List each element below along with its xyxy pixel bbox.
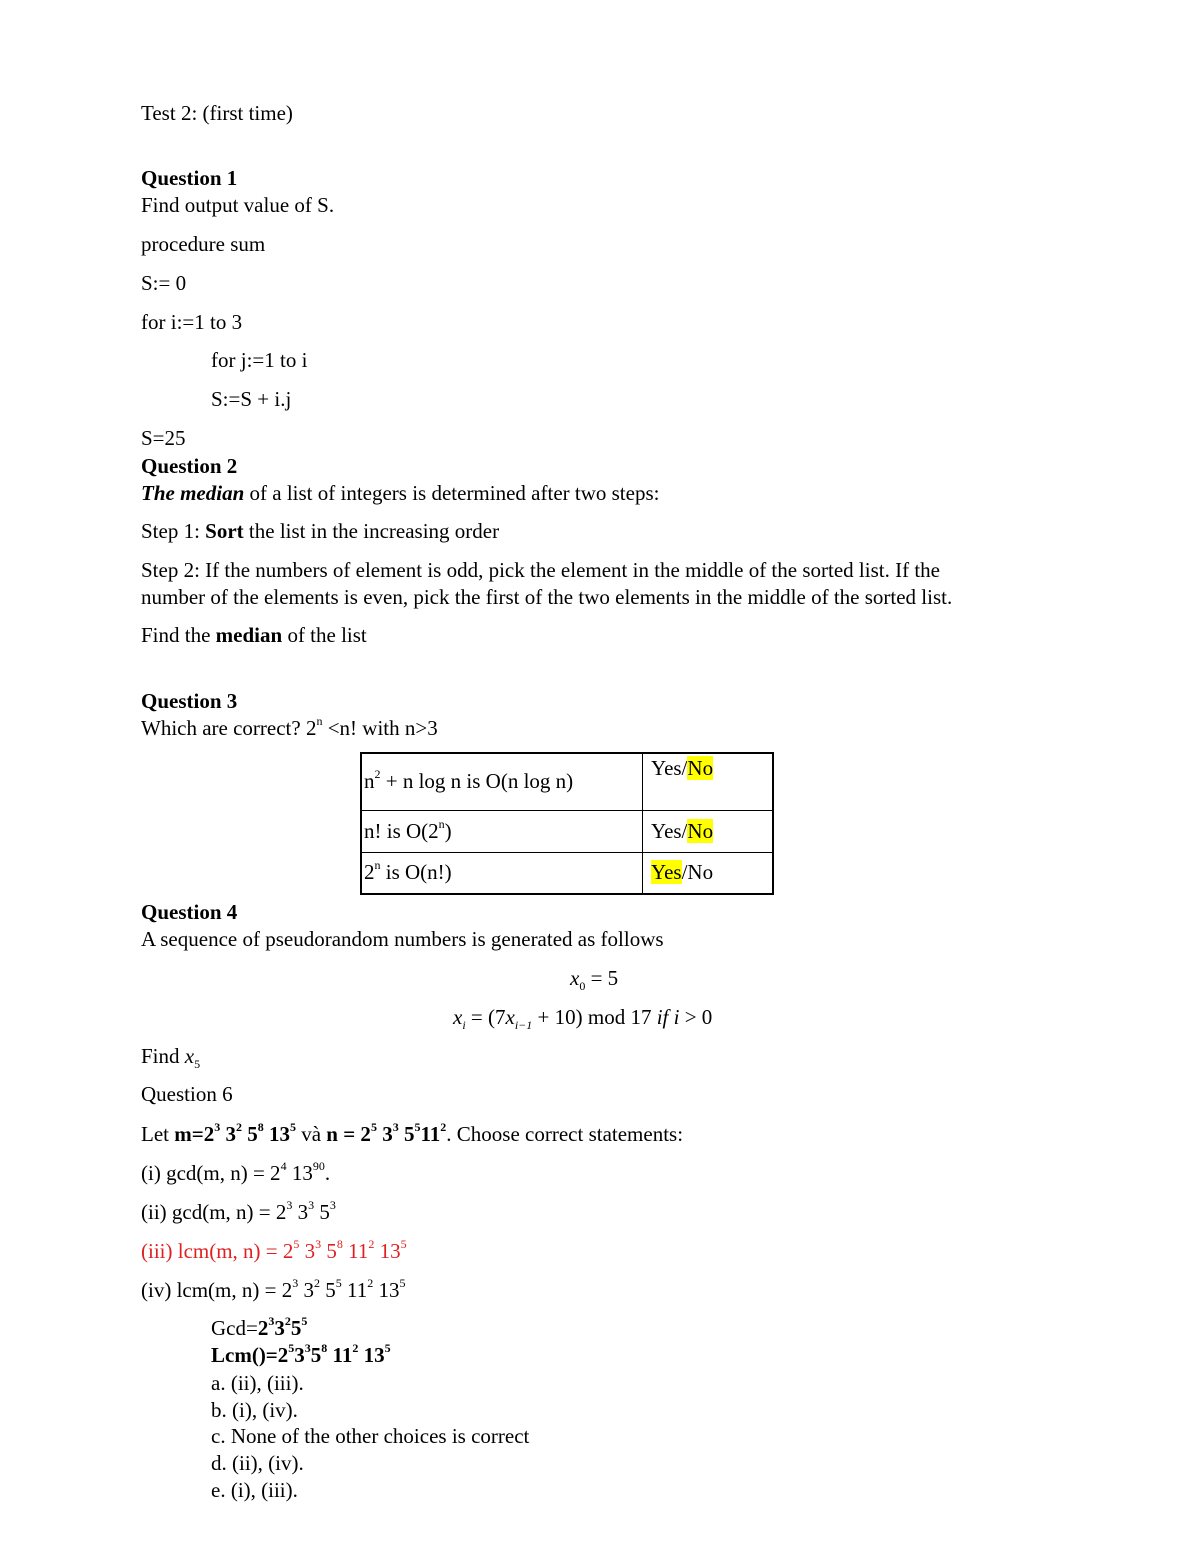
q6-lcm-work: $Lcm()=2^53^35^8$ $11^2$ $13^5$ [211, 1341, 391, 1367]
var-x: x [184, 1044, 195, 1068]
statement-part: is O(n!) [380, 860, 452, 885]
statement-part: n! is O(2 [364, 818, 439, 843]
q1-prompt: Find output value of S. [141, 193, 335, 217]
statement-part: ) [444, 818, 452, 843]
q6-option-e[interactable]: e. (i), (iii). [211, 1478, 298, 1502]
q4-prompt: A sequence of pseudorandom numbers is generated as follows [141, 927, 664, 951]
q3-answer[interactable] [643, 810, 774, 852]
q3-prompt [141, 715, 438, 741]
q1-code-line: for i:=1 to 3 [141, 310, 243, 334]
q4-equation-recurrence [453, 1004, 713, 1033]
q3-statement [361, 852, 643, 894]
q2-intro [141, 480, 659, 506]
no-option-highlighted: No [687, 818, 714, 843]
subscript: 5 [194, 1057, 201, 1072]
q2-step1-label: Step 1: [141, 519, 206, 543]
q6-option-c[interactable]: c. None of the other choices is correct [211, 1424, 530, 1448]
statement-text: (ii) gcd(m, n) = 2 [141, 1200, 287, 1224]
eq-rest: = 5 [585, 966, 619, 990]
q4-find [141, 1043, 201, 1072]
q2-step2-line2: number of the elements is even, pick the first of the two elements in the middle of the sorted list. [141, 585, 953, 609]
subscript: 0 [579, 979, 586, 994]
lcm-label: Lcm()= [211, 1343, 278, 1367]
statement-text: (iii) lcm(m, n) = 2 [141, 1239, 294, 1263]
q2-heading: Question 2 [141, 454, 238, 478]
q1-answer: S=25 [141, 426, 186, 450]
q3-prompt-text: Which are correct? 2 [141, 716, 317, 740]
q3-statement [361, 810, 643, 852]
yes-option: Yes/ [651, 818, 688, 843]
eq-part: + 10) mod 17 [532, 1005, 657, 1029]
no-option: /No [681, 860, 714, 885]
q6-statement-iv: (iv) lcm(m, $n) = 2^3$ $3^2$ $5^5$ $11^2$ $13^5$ [141, 1276, 406, 1302]
var-x: x [453, 1005, 463, 1029]
q6-statement-ii: (ii) gcd(m, $n) = 2^3$ $3^3$ $5^3$ [141, 1198, 336, 1224]
eq-condition: if i [656, 1005, 680, 1029]
test-title: Test 2: (first time) [141, 101, 293, 125]
choose-text: . Choose correct statements: [446, 1122, 684, 1146]
q3-statement [361, 753, 643, 810]
q4-heading: Question 4 [141, 900, 238, 924]
q2-intro-text: of a list of integers is determined after two steps: [244, 481, 660, 505]
subscript: i [462, 1018, 466, 1033]
statement-part: n [364, 769, 375, 794]
q6-option-a[interactable]: a. (ii), (iii). [211, 1371, 304, 1395]
q6-statement-i: (i) gcd(m, $n) = 2^4$ $13^{90}$. [141, 1159, 331, 1185]
statement-exponent: n [438, 816, 445, 831]
yes-option: Yes/ [651, 756, 688, 780]
and-text: và [295, 1122, 327, 1146]
table-row [361, 810, 773, 852]
eq-part: > 0 [679, 1005, 713, 1029]
q2-step2-line1: Step 2: If the numbers of element is odd, pick the element in the middle of the sorted list. If the [141, 558, 940, 582]
yes-option-highlighted: Yes [651, 860, 682, 885]
q4-equation-seed [570, 965, 619, 994]
q6-definition [141, 1121, 683, 1147]
statement-text: (i) gcd(m, n) = 2 [141, 1161, 281, 1185]
q2-step1-text: the list in the increasing order [243, 519, 500, 543]
q1-code-line: S:= 0 [141, 271, 187, 295]
q1-heading: Question 1 [141, 166, 238, 190]
q6-option-b[interactable]: b. (i), (iv). [211, 1398, 298, 1422]
q3-answer[interactable] [643, 753, 774, 810]
statement-exponent: 2 [374, 767, 381, 782]
q6-heading: Question 6 [141, 1082, 233, 1106]
q2-intro-term: The median [141, 481, 245, 505]
n-definition: $n = 2^5$ $3^3$ $5^511^2$ [326, 1120, 447, 1146]
q3-answer[interactable] [643, 852, 774, 894]
q2-find [141, 622, 367, 648]
no-option-highlighted: No [687, 756, 714, 780]
table-row [361, 753, 773, 810]
statement-exponent: n [374, 858, 381, 873]
q3-prompt-condition: <n! with n>3 [322, 716, 438, 740]
q6-gcd-work: $Gcd=2^33^25^5$ [211, 1314, 308, 1340]
q2-find-rest: of the list [282, 623, 367, 647]
q3-heading: Question 3 [141, 689, 238, 713]
q3-table [360, 752, 774, 895]
let-text: Let [141, 1122, 175, 1146]
q3-prompt-exponent: n [316, 714, 323, 728]
gcd-label: Gcd= [211, 1316, 258, 1340]
q2-find-pre: Find the [141, 623, 216, 647]
q2-step1 [141, 518, 499, 544]
q2-find-keyword: median [215, 623, 283, 647]
q1-code-line: S:=S + i.j [211, 387, 292, 411]
n-base: n = 2 [326, 1122, 371, 1146]
var-x: x [570, 966, 580, 990]
table-row [361, 852, 773, 894]
m-base: m=2 [174, 1122, 215, 1146]
m-definition: $m=2^3$ $3^2$ $5^8$ $13^5$ [174, 1120, 296, 1146]
statement-text: (iv) lcm(m, n) = 2 [141, 1278, 293, 1302]
find-text: Find [141, 1044, 185, 1068]
q6-statement-iii: (iii) lcm(m, $n) = 2^5$ $3^3$ $5^8$ $11^2$ $13^5$ [141, 1237, 407, 1263]
statement-part: 2 [364, 860, 375, 885]
statement-part: + n log n is O(n log n) [380, 769, 574, 794]
eq-part: = (7 [465, 1005, 506, 1029]
var-x: x [505, 1005, 515, 1029]
q6-option-d[interactable]: d. (ii), (iv). [211, 1451, 304, 1475]
subscript: i−1 [514, 1018, 533, 1033]
q1-code-line: procedure sum [141, 232, 266, 256]
q1-code-line: for j:=1 to i [211, 348, 308, 372]
q2-step1-keyword: Sort [205, 519, 244, 543]
